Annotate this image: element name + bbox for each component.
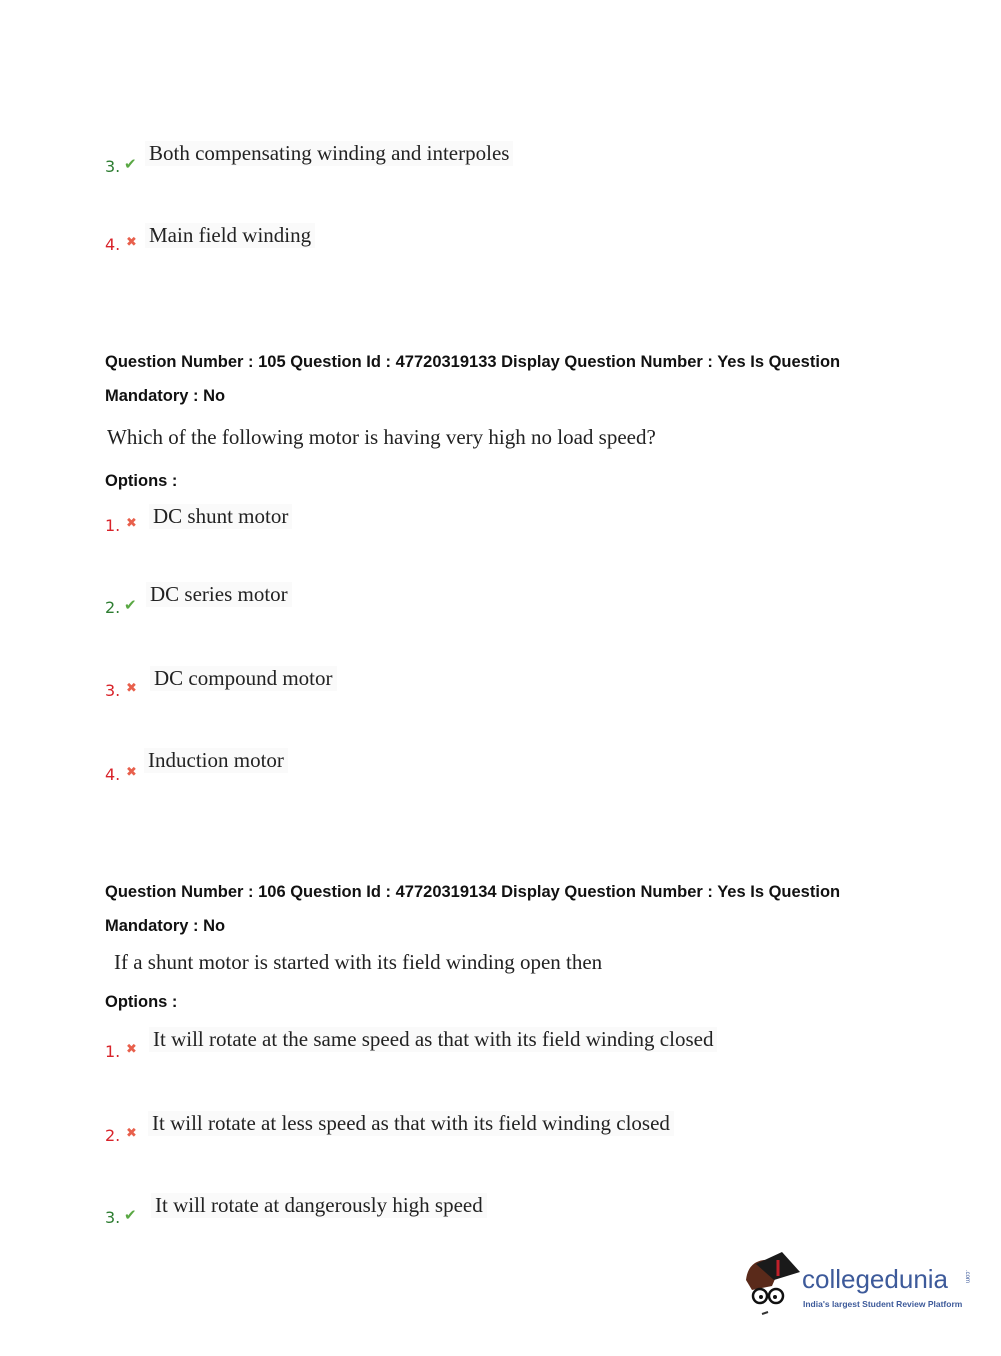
option-text: Induction motor: [144, 748, 288, 773]
option-number: 3.: [105, 157, 121, 176]
mascot-icon: [742, 1250, 802, 1316]
question-text: Which of the following motor is having very high no load speed?: [107, 425, 656, 449]
question-header: Question Number : 105 Question Id : 47720319133 Display Question Number : Yes Is Question: [105, 353, 841, 371]
option-number: 1.: [105, 516, 121, 535]
logo-tagline: India's largest Student Review Platform: [803, 1299, 963, 1309]
check-icon: ✔: [124, 1206, 137, 1224]
logo-name: collegedunia: [802, 1264, 949, 1294]
check-icon: ✔: [124, 596, 137, 614]
option-number: 4.: [105, 765, 121, 784]
option-text: Main field winding: [145, 223, 315, 248]
cross-icon: ✖: [126, 1042, 137, 1057]
question-header-block: [105, 875, 965, 943]
option-text: It will rotate at the same speed as that with its field winding closed: [149, 1027, 717, 1052]
question-text: If a shunt motor is started with its field winding open then: [114, 950, 603, 974]
options-label: Options :: [105, 472, 178, 490]
cross-icon: ✖: [126, 235, 137, 250]
question-header-block: [105, 345, 965, 413]
option-number: 1.: [105, 1042, 121, 1061]
option-text: DC compound motor: [150, 666, 337, 691]
options-label: Options :: [105, 993, 178, 1011]
logo-suffix: .com: [964, 1270, 970, 1284]
cross-icon: ✖: [126, 1126, 137, 1141]
check-icon: ✔: [124, 155, 137, 173]
cross-icon: ✖: [126, 516, 137, 531]
option-number: 2.: [105, 598, 121, 617]
cross-icon: ✖: [126, 765, 137, 780]
option-text: DC shunt motor: [149, 504, 292, 529]
option-text: Both compensating winding and interpoles: [145, 141, 513, 166]
cross-icon: ✖: [126, 681, 137, 696]
option-number: 3.: [105, 681, 121, 700]
collegedunia-logo: [742, 1250, 982, 1320]
option-number: 3.: [105, 1208, 121, 1227]
option-number: 4.: [105, 235, 121, 254]
question-mandatory: Mandatory : No: [105, 387, 226, 405]
option-text: DC series motor: [146, 582, 292, 607]
question-header: Question Number : 106 Question Id : 47720319134 Display Question Number : Yes Is Question: [105, 883, 841, 901]
option-number: 2.: [105, 1126, 121, 1145]
option-text: It will rotate at dangerously high speed: [151, 1193, 487, 1218]
question-mandatory: Mandatory : No: [105, 917, 226, 935]
option-text: It will rotate at less speed as that with its field winding closed: [148, 1111, 674, 1136]
